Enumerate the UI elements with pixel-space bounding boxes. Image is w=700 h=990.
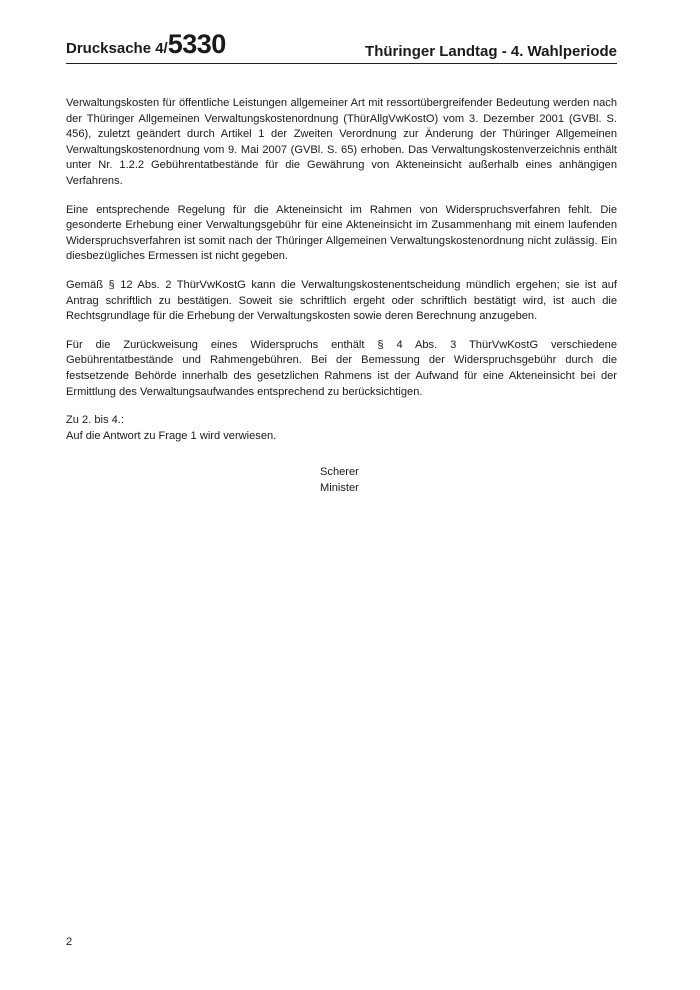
page-header (66, 29, 617, 64)
document-label: Drucksache 4/ (66, 40, 168, 57)
header-rule (66, 63, 617, 64)
body-paragraph: Verwaltungskosten für öffentliche Leistungen allgemeiner Art mit ressortübergreifender Bedeutung werden nach der Thüringer Allgemeinen Verwaltungskostenordnung (ThürAllgVwKostO) vom 3. Dezember 2001 (GVBl. S. 456), zuletzt geändert durch Artikel 1 der Zweiten Verordnung zur Änderung der Thüringer Allgemeinen Verwaltungskostenordnung vom 9. Mai 2007 (GVBl. S. 65) erhoben. Das Verwaltungskostenverzeichnis enthält unter Nr. 1.2.2 Gebührentatbestände für die Gewährung von Akteneinsicht außerhalb eines anhängigen Verfahrens. (66, 97, 617, 187)
parliament-title: Thüringer Landtag - 4. Wahlperiode (365, 43, 617, 60)
signatory-title: Minister (320, 481, 359, 494)
document-reference (66, 29, 226, 60)
signatory-name: Scherer (320, 466, 359, 478)
document-body (66, 96, 617, 457)
body-paragraph: Gemäß § 12 Abs. 2 ThürVwKostG kann die Verwaltungskostenentscheidung mündlich ergehen; sie ist auf Antrag schriftlich zu bestätigen. Soweit sie schriftlich ergeht oder schriftlich bestätigt wird, ist auch die Rechtsgrundlage für die Erhebung der Verwaltungskosten sowie deren Berechnung anzugeben. (66, 278, 617, 323)
answer-heading: Zu 2. bis 4.: (66, 414, 124, 427)
answer-block (66, 413, 617, 444)
signature-block (320, 465, 359, 496)
answer-text: Auf die Antwort zu Frage 1 wird verwiesen. (66, 429, 277, 442)
body-paragraph: Für die Zurückweisung eines Widerspruchs enthält § 4 Abs. 3 ThürVwKostG verschiedene Gebührentatbestände und Rahmengebühren. Bei der Bemessung der Widerspruchsgebühr durch die festsetzende Behörde innerhalb des gesetzlichen Rahmens ist der Aufwand für eine Akteneinsicht bei der Ermittlung des Verwaltungsaufwandes entsprechend zu berücksichtigen. (66, 338, 617, 398)
page-number: 2 (66, 936, 73, 948)
body-paragraph: Eine entsprechende Regelung für die Akteneinsicht im Rahmen von Widerspruchsverfahren fehlt. Die gesonderte Erhebung einer Verwaltungsgebühr für eine Akteneinsicht im Zusammenhang mit einem laufenden Widerspruchsverfahren ist somit nach der Thüringer Allgemeinen Verwaltungskostenordnung nicht zulässig. Ein diesbezügliches Ermessen ist nicht gegeben. (66, 203, 617, 263)
document-number: 5330 (167, 29, 226, 59)
